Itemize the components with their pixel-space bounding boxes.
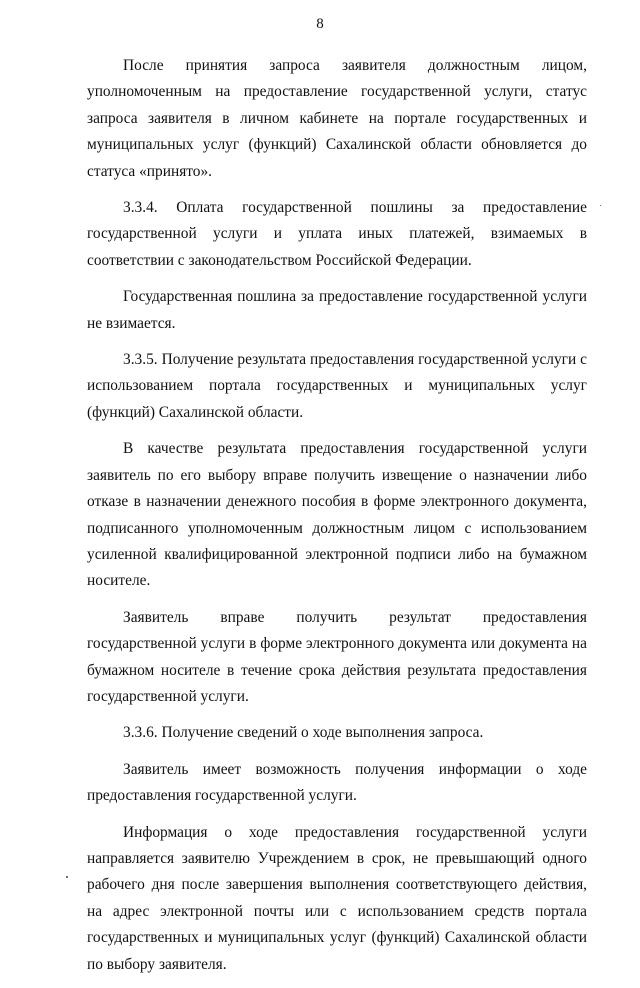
document-body bbox=[87, 53, 587, 988]
section-3-3-4-heading: 3.3.4. Оплата государственной пошлины за предоставление государственной услуги и уплата иных платежей, взимаемых в соответствии с законодательством Российской Федерации. bbox=[87, 199, 587, 269]
paragraph-info-possibility: Заявитель имеет возможность получения информации о ходе предоставления государственной услуги. bbox=[87, 760, 587, 805]
scan-speck bbox=[600, 205, 601, 206]
paragraph-duty-not-charged: Государственная пошлина за предоставление государственной услуги не взимается. bbox=[87, 288, 587, 332]
page-number: 8 bbox=[316, 16, 324, 32]
paragraph-info-delivery: Информация о ходе предоставления государственной услуги направляется заявителю Учреждением в срок, не превышающий одного рабочего дня после завершения выполнения соответствующего действия, на адрес электронной почты или с использованием средств портала государственных и муниципальных услуг (функций) Сахалинской области по выбору заявителя. bbox=[87, 823, 587, 973]
section-3-3-5-heading: 3.3.5. Получение результата предоставления государственной услуги с использованием портала государственных и муниципальных услуг (функций) Сахалинской области. bbox=[87, 351, 587, 421]
paragraph-status-update: После принятия запроса заявителя должностным лицом, уполномоченным на предоставление государственной услуги, статус запроса заявителя в личном кабинете на портале государственных и муниципальных услуг (функций) Сахалинской области обновляется до статуса «принято». bbox=[87, 57, 587, 180]
section-3-3-6-heading: 3.3.6. Получение сведений о ходе выполнения запроса. bbox=[123, 724, 484, 742]
paragraph-result-form: В качестве результата предоставления государственной услуги заявитель по его выбору вправе получить извещение о назначении либо отказе в назначении денежного пособия в форме электронного документа, подписанного уполномоченным должностным лицом с использованием усиленной квалифицированной электронной подписи либо на бумажном носителе. bbox=[87, 440, 587, 590]
paragraph-result-validity: Заявитель вправе получить результат предоставления государственной услуги в форме электронного документа или документа на бумажном носителе в течение срока действия результата предоставления государственной услуги. bbox=[87, 608, 587, 705]
scan-speck bbox=[66, 876, 68, 878]
